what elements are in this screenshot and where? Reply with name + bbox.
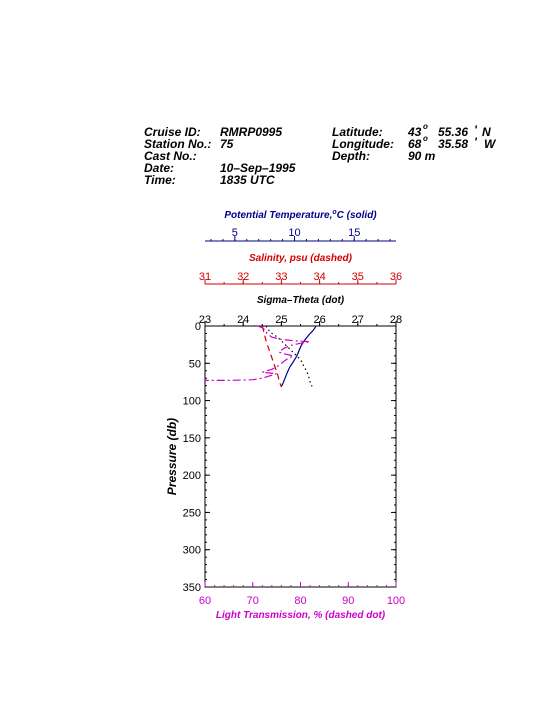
station-no-value: 75 [220, 137, 234, 151]
transmission-axis-title: Light Transmission, % (dashed dot) [215, 610, 386, 621]
date-label: Date: [144, 161, 175, 175]
cruise-id-label: Cruise ID: [144, 125, 201, 139]
longitude-degree-symbol: o [423, 134, 428, 143]
cast-no-label: Cast No.: [144, 149, 197, 163]
pressure-tick-label: 300 [182, 544, 201, 557]
temperature-profile-line [281, 326, 316, 386]
sigma-tick-label: 23 [198, 314, 212, 326]
longitude-label: Longitude: [332, 137, 394, 151]
latitude-degree-symbol: o [423, 122, 428, 131]
latitude-minute-symbol: ' [474, 123, 477, 137]
temperature-tick-label: 10 [288, 227, 301, 239]
depth-value: 90 m [408, 149, 436, 163]
salinity-tick-label: 31 [198, 271, 212, 283]
date-value: 10–Sep–1995 [220, 161, 296, 175]
pressure-tick-label: 350 [182, 582, 201, 594]
latitude-minutes: 55.36 [438, 125, 469, 139]
plot-frame [205, 326, 396, 587]
temperature-tick-label: 5 [231, 227, 238, 239]
longitude-minutes: 35.58 [438, 137, 469, 151]
pressure-tick-label: 100 [182, 395, 201, 408]
sigma-profile-line [266, 326, 312, 386]
pressure-tick-label: 200 [182, 470, 201, 483]
sigma-tick-label: 27 [351, 314, 364, 326]
cruise-id-value: RMRP0995 [220, 125, 283, 139]
salinity-tick-label: 34 [313, 271, 326, 283]
pressure-tick-label: 150 [182, 432, 201, 445]
transmission-tick-label: 60 [198, 595, 212, 607]
latitude-degrees: 43 [408, 125, 422, 139]
sigma-tick-label: 24 [237, 314, 250, 326]
salinity-tick-label: 36 [389, 271, 403, 283]
temperature-axis-title: Potential Temperature,$^o$C (solid) [224, 209, 377, 221]
station-no-label: Station No.: [144, 137, 212, 151]
longitude-hemisphere: W [484, 137, 496, 151]
longitude-minute-symbol: ' [474, 135, 477, 149]
transmission-tick-label: 70 [246, 595, 259, 607]
transmission-tick-label: 100 [386, 595, 406, 607]
salinity-profile-line [262, 326, 281, 387]
transmission-profile-line [205, 326, 310, 380]
time-label: Time: [144, 173, 176, 187]
sigma-tick-label: 28 [389, 314, 403, 326]
time-value: 1835 UTC [220, 173, 275, 187]
latitude-label: Latitude: [332, 125, 383, 139]
salinity-axis-title: Salinity, psu (dashed) [249, 253, 352, 264]
sigma-tick-label: 26 [313, 314, 326, 326]
pressure-tick-label: 50 [188, 358, 201, 371]
longitude-degrees: 68 [408, 137, 422, 151]
transmission-tick-label: 90 [342, 595, 355, 607]
sigma-tick-label: 25 [275, 314, 288, 326]
pressure-axis-title: Pressure (db) [165, 417, 179, 496]
latitude-hemisphere: N [482, 125, 491, 139]
sigma-axis-title: Sigma–Theta (dot) [256, 295, 345, 306]
pressure-tick-label: 0 [194, 321, 201, 333]
pressure-tick-label: 250 [182, 507, 201, 520]
salinity-tick-label: 32 [237, 271, 250, 283]
salinity-tick-label: 33 [275, 271, 288, 283]
salinity-tick-label: 35 [351, 271, 364, 283]
depth-label: Depth: [332, 149, 370, 163]
transmission-tick-label: 80 [294, 595, 307, 607]
temperature-tick-label: 15 [348, 227, 361, 239]
